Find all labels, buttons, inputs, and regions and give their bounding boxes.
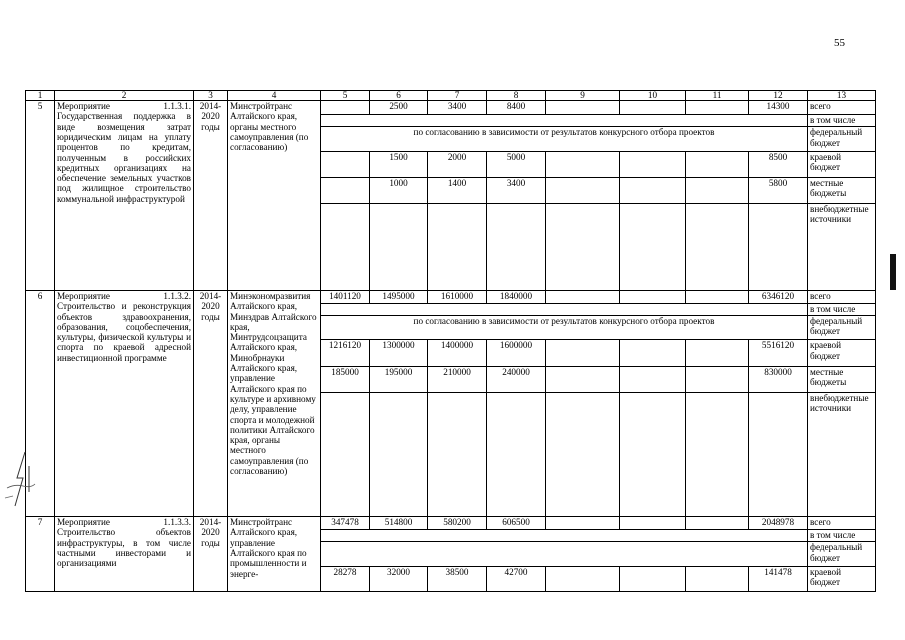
category-label: местные бюджеты [808, 366, 876, 392]
local-c6: 195000 [370, 366, 428, 392]
empty-cell [546, 392, 620, 516]
regional-c6: 32000 [370, 566, 428, 591]
column-header: 7 [428, 91, 487, 101]
regional-c8: 1600000 [487, 340, 546, 366]
total-c5 [321, 101, 370, 115]
total-c7: 1610000 [428, 290, 487, 303]
empty-cell [686, 204, 749, 291]
empty-cell [686, 366, 749, 392]
local-c6: 1000 [370, 177, 428, 203]
local-c8: 240000 [487, 366, 546, 392]
regional-c7: 1400000 [428, 340, 487, 366]
regional-c5 [321, 151, 370, 177]
empty-cell [321, 530, 808, 542]
empty-cell [620, 517, 686, 530]
empty-cell [546, 517, 620, 530]
agreement-note: по согласованию в зависимости от результатов конкурсного отбора проектов [321, 316, 808, 340]
column-header: 9 [546, 91, 620, 101]
empty-cell [370, 392, 428, 516]
column-header: 4 [228, 91, 321, 101]
executor: Минстройтранс Алтайского края, управление Алтайского края по промышленности и энерге- [228, 517, 321, 592]
category-label: краевой бюджет [808, 151, 876, 177]
regional-c7: 38500 [428, 566, 487, 591]
measure-description: Мероприятие 1.1.3.2. Строительство и реконструкция объектов здравоохранения, образования, соцобеспечения, культуры, физической культуры и спорта по краевой адресной инвестиционной программе [55, 290, 194, 516]
total-c8: 1840000 [487, 290, 546, 303]
empty-cell [620, 204, 686, 291]
empty-cell [487, 204, 546, 291]
local-c12: 830000 [749, 366, 808, 392]
column-header: 5 [321, 91, 370, 101]
total-c5: 1401120 [321, 290, 370, 303]
empty-cell [487, 392, 546, 516]
handwritten-mark [3, 448, 37, 510]
regional-c5: 1216120 [321, 340, 370, 366]
empty-cell [620, 290, 686, 303]
period: 2014-2020 годы [194, 101, 228, 291]
total-c7: 3400 [428, 101, 487, 115]
empty-cell [620, 151, 686, 177]
total-c5: 347478 [321, 517, 370, 530]
empty-cell [546, 204, 620, 291]
column-header-row [26, 91, 876, 101]
category-label: краевой бюджет [808, 340, 876, 366]
category-label: в том числе [808, 304, 876, 316]
empty-cell [546, 151, 620, 177]
category-label: в том числе [808, 115, 876, 127]
category-label: внебюджетные источники [808, 204, 876, 291]
category-label: краевой бюджет [808, 566, 876, 591]
category-label: федеральный бюджет [808, 127, 876, 151]
local-c8: 3400 [487, 177, 546, 203]
regional-c12: 5516120 [749, 340, 808, 366]
empty-cell [749, 392, 808, 516]
regional-c6: 1500 [370, 151, 428, 177]
empty-cell [686, 101, 749, 115]
local-c12: 5800 [749, 177, 808, 203]
empty-cell [428, 392, 487, 516]
column-header: 2 [55, 91, 194, 101]
period: 2014-2020 годы [194, 290, 228, 516]
scan-edge-mark [890, 254, 896, 290]
empty-cell [321, 542, 808, 566]
empty-cell [620, 101, 686, 115]
agreement-note: по согласованию в зависимости от результатов конкурсного отбора проектов [321, 127, 808, 151]
local-c7: 210000 [428, 366, 487, 392]
total-c7: 580200 [428, 517, 487, 530]
total-c6: 2500 [370, 101, 428, 115]
empty-cell [546, 101, 620, 115]
regional-c5: 28278 [321, 566, 370, 591]
total-c12: 2048978 [749, 517, 808, 530]
local-c7: 1400 [428, 177, 487, 203]
empty-cell [620, 340, 686, 366]
total-c12: 6346120 [749, 290, 808, 303]
local-c5 [321, 177, 370, 203]
total-c12: 14300 [749, 101, 808, 115]
measure-description: Мероприятие 1.1.3.1. Государственная поддержка в виде возмещения затрат юридическим лицам на уплату процентов по кредитам, полученным в российских кредитных организациях на обеспечение земельных участков под жилищное строительство коммунальной инфраструктурой [55, 101, 194, 291]
row-number: 5 [26, 101, 55, 291]
category-label: всего [808, 101, 876, 115]
column-header: 13 [808, 91, 876, 101]
budget-table [25, 90, 876, 592]
empty-cell [546, 366, 620, 392]
empty-cell [686, 517, 749, 530]
empty-cell [686, 151, 749, 177]
regional-c8: 5000 [487, 151, 546, 177]
empty-cell [321, 304, 808, 316]
category-label: местные бюджеты [808, 177, 876, 203]
column-header: 11 [686, 91, 749, 101]
local-c5: 185000 [321, 366, 370, 392]
empty-cell [686, 340, 749, 366]
regional-c7: 2000 [428, 151, 487, 177]
empty-cell [546, 177, 620, 203]
column-header: 1 [26, 91, 55, 101]
empty-cell [686, 392, 749, 516]
empty-cell [546, 566, 620, 591]
empty-cell [686, 177, 749, 203]
regional-c12: 8500 [749, 151, 808, 177]
empty-cell [370, 204, 428, 291]
regional-c12: 141478 [749, 566, 808, 591]
empty-cell [546, 340, 620, 366]
total-c6: 514800 [370, 517, 428, 530]
empty-cell [686, 290, 749, 303]
category-label: в том числе [808, 530, 876, 542]
empty-cell [321, 115, 808, 127]
empty-cell [686, 566, 749, 591]
regional-c8: 42700 [487, 566, 546, 591]
table-row [26, 517, 876, 530]
column-header: 6 [370, 91, 428, 101]
category-label: всего [808, 290, 876, 303]
row-number: 7 [26, 517, 55, 592]
table-row [26, 101, 876, 115]
period: 2014-2020 годы [194, 517, 228, 592]
empty-cell [546, 290, 620, 303]
column-header: 12 [749, 91, 808, 101]
page-number: 55 [834, 37, 845, 49]
empty-cell [620, 566, 686, 591]
regional-c6: 1300000 [370, 340, 428, 366]
table-row [26, 290, 876, 303]
category-label: всего [808, 517, 876, 530]
category-label: федеральный бюджет [808, 316, 876, 340]
empty-cell [620, 177, 686, 203]
category-label: внебюджетные источники [808, 392, 876, 516]
empty-cell [749, 204, 808, 291]
measure-description: Мероприятие 1.1.3.3. Строительство объектов инфраструктуры, в том числе частными инвесторами и организациями [55, 517, 194, 592]
total-c6: 1495000 [370, 290, 428, 303]
column-header: 10 [620, 91, 686, 101]
empty-cell [620, 366, 686, 392]
row-number: 6 [26, 290, 55, 516]
empty-cell [620, 392, 686, 516]
category-label: федеральный бюджет [808, 542, 876, 566]
empty-cell [428, 204, 487, 291]
executor: Минстройтранс Алтайского края, органы местного самоуправления (по согласованию) [228, 101, 321, 291]
empty-cell [321, 204, 370, 291]
total-c8: 606500 [487, 517, 546, 530]
column-header: 8 [487, 91, 546, 101]
total-c8: 8400 [487, 101, 546, 115]
empty-cell [321, 392, 370, 516]
column-header: 3 [194, 91, 228, 101]
executor: Минэкономразвития Алтайского края, Минздрав Алтайского края, Минтрудсоцзащита Алтайского края, Минобрнауки Алтайского края, управление Алтайского края по культуре и архивному делу, управление спорта и молодежной политики Алтайского края, органы местного самоуправления (по согласованию) [228, 290, 321, 516]
